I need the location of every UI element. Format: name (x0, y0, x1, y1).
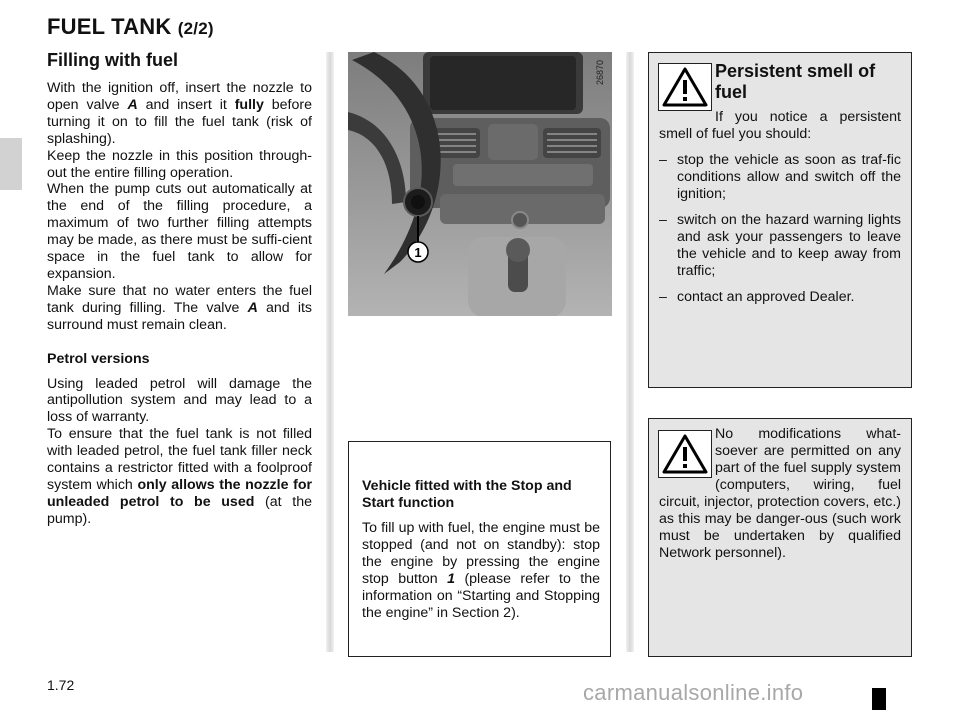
warning-box-fuel-smell (648, 52, 912, 388)
watermark: carmanualsonline.info (583, 680, 804, 705)
page-title (47, 14, 214, 40)
callout-number: 1 (414, 245, 422, 260)
stop-start-title: Vehicle fitted with the Stop and Start function (362, 478, 572, 511)
list-item (659, 152, 901, 203)
column-separator (326, 52, 334, 652)
corner-mark (872, 688, 886, 710)
list-item-text: contact an approved Dealer. (677, 289, 855, 305)
valve-ref: A (247, 299, 258, 316)
paragraph-pump-cuts-out: When the pump cuts out automatically at the end of the filling procedure, a maximum of two further filling attempts may be made, as there must be suffi-cient space in the fuel tank to allow for expansion. (47, 181, 312, 282)
warning-heading: Persistent smell of fuel (715, 61, 876, 102)
paragraph-no-water (47, 283, 312, 334)
list-item-text: switch on the hazard warning lights and ask your passengers to leave the vehicle and to keep away from traffic; (677, 212, 901, 279)
text-fragment: (please refer to the information on “Starting and Stopping the engine” in Section 2). (362, 571, 600, 621)
dashboard-illustration (348, 52, 612, 316)
petrol-versions-heading: Petrol versions (47, 350, 150, 367)
page-number: 1.72 (47, 677, 75, 693)
list-dash: – (659, 152, 667, 168)
text-fragment: (at the pump). (47, 493, 312, 527)
list-dash: – (659, 212, 667, 228)
section-heading: Filling with fuel (47, 50, 178, 70)
warning-triangle-icon (658, 63, 712, 111)
page-title-suffix: (2/2) (177, 19, 214, 38)
left-column (47, 50, 312, 528)
paragraph-restrictor (47, 426, 312, 527)
emphasis-fully: fully (234, 96, 264, 113)
list-item-text: stop the vehicle as soon as traf-fic conditions allow and switch off the ignition; (677, 152, 901, 202)
warning-box-no-modifications (648, 418, 912, 657)
text-fragment: and its surround must remain clean. (47, 299, 313, 333)
button-ref: 1 (447, 571, 456, 587)
figure-reference-number: 26870 (595, 60, 605, 86)
valve-ref: A (127, 96, 138, 113)
dashboard-photo (348, 52, 612, 316)
warning-triangle-icon (658, 430, 712, 478)
paragraph-leaded-petrol: Using leaded petrol will damage the antipollution system and may lead to a loss of warranty. (47, 375, 312, 426)
text-fragment: To ensure that the fuel tank is not filled with leaded petrol, the fuel tank filler neck contains a restrictor fitted with a foolproof system which (47, 426, 312, 493)
section-tab (0, 138, 22, 190)
warning-text-content: No modifications what-soever are permitted on any part of the fuel supply system (computers, wiring, fuel circuit, injector, protection covers, etc.) as this may be danger-ous (such work must be undertaken by qualified Network personnel). (659, 426, 901, 561)
warning-intro: If you notice a persistent smell of fuel you should: (659, 109, 901, 142)
text-fragment: To fill up with fuel, the engine must be stopped (and not on standby): stop the engine by pressing the engine stop button (362, 520, 600, 587)
text-fragment: With the ignition off, insert the nozzle to open valve (47, 80, 312, 113)
page-title-main: FUEL TANK (47, 14, 172, 39)
text-fragment: Make sure that no water enters the fuel tank during filling. The valve (47, 282, 312, 316)
list-item (659, 212, 901, 280)
list-item (659, 289, 901, 306)
stop-start-text (362, 520, 600, 622)
text-fragment: and insert it (137, 96, 235, 113)
text-fragment: before turning it on to fill the fuel tank (risk of splashing). (47, 96, 312, 147)
column-separator (626, 52, 634, 652)
paragraph-insert-nozzle (47, 80, 312, 148)
stop-start-box (348, 441, 611, 657)
warning-list (659, 152, 901, 306)
list-dash: – (659, 289, 667, 305)
paragraph-keep-nozzle: Keep the nozzle in this position through-out the entire filling operation. (47, 147, 312, 181)
emphasis-unleaded: only allows the nozzle for unleaded petrol to be used (47, 476, 313, 510)
